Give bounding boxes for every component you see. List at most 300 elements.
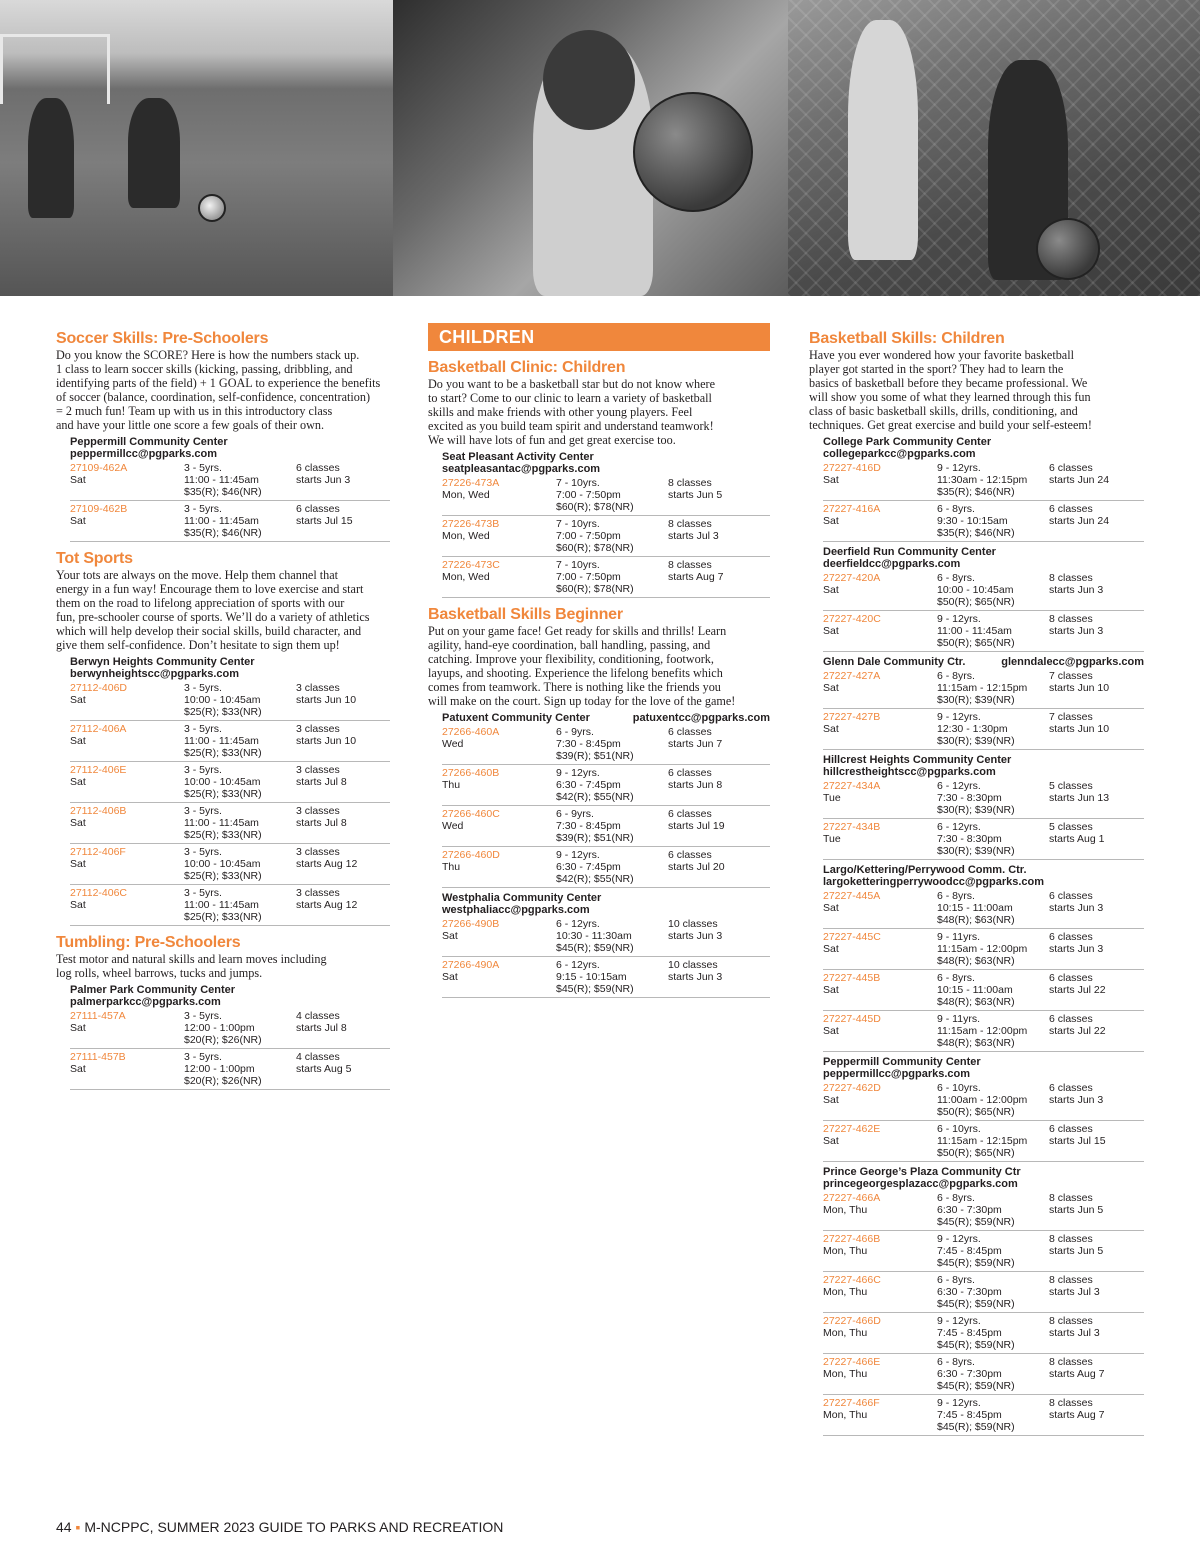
location-email[interactable]: peppermillcc@pgparks.com (70, 448, 218, 460)
entry-code-day (442, 518, 556, 554)
class-entry[interactable] (442, 767, 770, 806)
entry-class-count: 3 classes (296, 887, 340, 899)
entry-age: 9 - 12yrs. (556, 767, 600, 779)
activity-code[interactable]: 27112-406F (70, 846, 126, 858)
entry-age: 6 - 12yrs. (556, 918, 600, 930)
entry-age: 9 - 12yrs. (937, 1397, 981, 1409)
entry-days: Sat (823, 943, 839, 955)
activity-code[interactable]: 27109-462B (70, 503, 128, 515)
section-description (56, 568, 390, 652)
activity-code[interactable]: 27112-406C (70, 887, 128, 899)
class-entry[interactable] (823, 1013, 1144, 1052)
location-email[interactable]: collegeparkcc@pgparks.com (823, 448, 976, 460)
photo-soccer-kids (0, 0, 393, 296)
class-entry[interactable] (823, 1123, 1144, 1162)
location-header (823, 1166, 1144, 1190)
entry-classes-start (1049, 1397, 1144, 1433)
entry-code-day (442, 726, 556, 762)
activity-code[interactable]: 27112-406A (70, 723, 127, 735)
location-header (70, 656, 390, 680)
location-email[interactable]: patuxentcc@pgparks.com (632, 712, 770, 724)
activity-code[interactable]: 27227-466A (823, 1192, 881, 1204)
entry-class-count: 6 classes (296, 503, 340, 515)
description-line: Put on your game face! Get ready for skills and thrills! Learn (428, 624, 727, 638)
entry-days: Sat (823, 625, 839, 637)
entry-fee: $60(R); $78(NR) (556, 501, 634, 513)
class-entry[interactable] (70, 503, 390, 542)
activity-code[interactable]: 27112-406D (70, 682, 128, 694)
entry-classes-start (668, 726, 770, 762)
entry-age: 9 - 11yrs. (937, 931, 980, 943)
entry-class-count: 6 classes (1049, 462, 1093, 474)
entry-code-day (70, 503, 184, 539)
activity-code[interactable]: 27111-457B (70, 1051, 126, 1063)
description-line: give them self-confidence. Don’t hesitate to sign them up! (56, 638, 340, 652)
entry-class-count: 5 classes (1049, 821, 1093, 833)
class-entry[interactable] (442, 959, 770, 998)
entry-age: 6 - 8yrs. (937, 972, 975, 984)
entry-days: Sat (70, 817, 86, 829)
entry-days: Sat (70, 858, 86, 870)
entry-start-date: starts Aug 7 (1049, 1409, 1105, 1421)
entry-age: 6 - 10yrs. (937, 1082, 981, 1094)
entry-fee: $25(R); $33(NR) (184, 788, 262, 800)
entry-age: 7 - 10yrs. (556, 559, 600, 571)
activity-code[interactable]: 27111-457A (70, 1010, 126, 1022)
activity-code[interactable]: 27227-466E (823, 1356, 881, 1368)
location-email[interactable]: peppermillcc@pgparks.com (823, 1068, 971, 1080)
entry-days: Mon, Wed (442, 530, 490, 542)
entry-code-day (823, 503, 937, 539)
class-entry[interactable] (70, 682, 390, 721)
entry-days: Sat (823, 682, 839, 694)
entry-class-count: 3 classes (296, 805, 340, 817)
entry-start-date: starts Jul 15 (296, 515, 353, 527)
entry-classes-start (296, 682, 390, 718)
entry-fee: $42(R); $55(NR) (556, 791, 634, 803)
entry-time: 7:45 - 8:45pm (937, 1327, 1002, 1339)
description-line: We will have lots of fun and get great exercise too. (428, 433, 676, 447)
boy-figure (848, 20, 918, 260)
activity-code[interactable]: 27227-445B (823, 972, 881, 984)
entry-code-day (823, 572, 937, 608)
description-line: them on the road to lifelong appreciation of sports with our (56, 596, 345, 610)
class-entry[interactable] (823, 503, 1144, 542)
class-entry[interactable] (823, 972, 1144, 1011)
entry-classes-start (1049, 1274, 1144, 1310)
activity-code[interactable]: 27226-473A (442, 477, 500, 489)
entry-start-date: starts Jun 24 (1049, 515, 1110, 527)
description-line: fun, pre-schooler course of sports. We’ll do a variety of athletics (56, 610, 370, 624)
entry-code-day (823, 711, 937, 747)
activity-code[interactable]: 27112-406E (70, 764, 127, 776)
entry-start-date: starts Jul 15 (1049, 1135, 1106, 1147)
entry-fee: $20(R); $26(NR) (184, 1075, 262, 1087)
entry-code-day (823, 821, 937, 857)
entry-age-time-fee (937, 890, 1049, 926)
class-entry[interactable] (823, 1397, 1144, 1436)
activity-code[interactable]: 27227-416A (823, 503, 881, 515)
class-entry[interactable] (442, 518, 770, 557)
activity-code[interactable]: 27227-445A (823, 890, 881, 902)
entry-start-date: starts Aug 5 (296, 1063, 352, 1075)
activity-code[interactable]: 27227-427A (823, 670, 881, 682)
activity-code[interactable]: 27227-445C (823, 931, 881, 943)
entry-code-day (823, 613, 937, 649)
class-entry[interactable] (823, 780, 1144, 819)
class-entry[interactable] (70, 846, 390, 885)
entry-fee: $50(R); $65(NR) (937, 1106, 1015, 1118)
entry-code-day (70, 805, 184, 841)
activity-code[interactable]: 27227-416D (823, 462, 881, 474)
photo-girl-basketball (393, 0, 788, 296)
activity-code[interactable]: 27226-473C (442, 559, 500, 571)
entry-days: Sat (70, 474, 86, 486)
description-line: Do you want to be a basketball star but do not know where (428, 377, 716, 391)
entry-start-date: starts Aug 1 (1049, 833, 1105, 845)
entry-age-time-fee (937, 1123, 1049, 1159)
entry-age: 6 - 8yrs. (937, 572, 975, 584)
entry-fee: $50(R); $65(NR) (937, 637, 1015, 649)
class-entry[interactable] (442, 808, 770, 847)
entry-start-date: starts Jul 20 (668, 861, 725, 873)
location-header (823, 546, 1144, 570)
entry-age-time-fee (937, 1082, 1049, 1118)
basketball (1036, 218, 1100, 280)
class-entry[interactable] (442, 849, 770, 888)
entry-fee: $39(R); $51(NR) (556, 750, 634, 762)
entry-fee: $48(R); $63(NR) (937, 996, 1015, 1008)
photo-boys-basketball (788, 0, 1200, 296)
entry-days: Tue (823, 833, 841, 845)
activity-code[interactable]: 27227-445D (823, 1013, 881, 1025)
section-description (56, 952, 390, 980)
location-email[interactable]: westphaliacc@pgparks.com (442, 904, 590, 916)
entry-age-time-fee (937, 1233, 1049, 1269)
entry-age-time-fee (937, 1274, 1049, 1310)
entry-code-day (70, 887, 184, 923)
entry-start-date: starts Jun 3 (668, 971, 723, 983)
entry-time: 7:30 - 8:30pm (937, 833, 1002, 845)
entry-age-time-fee (937, 503, 1049, 539)
class-entry[interactable] (442, 477, 770, 516)
soccer-goal (0, 34, 110, 104)
class-entry[interactable] (823, 1192, 1144, 1231)
entry-classes-start (1049, 1356, 1144, 1392)
entry-code-day (70, 846, 184, 882)
entry-code-day (823, 1192, 937, 1228)
entry-class-count: 5 classes (1049, 780, 1093, 792)
basketball (633, 92, 753, 212)
entry-days: Sat (823, 984, 839, 996)
girl-head (543, 30, 635, 130)
section-description (428, 377, 770, 447)
page-footer (56, 1519, 503, 1535)
entry-time: 10:00 - 10:45am (184, 858, 261, 870)
location-email[interactable]: berwynheightscc@pgparks.com (70, 668, 240, 680)
entry-time: 7:00 - 7:50pm (556, 530, 621, 542)
soccer-ball (198, 194, 226, 222)
entry-fee: $39(R); $51(NR) (556, 832, 634, 844)
location-name: Peppermill Community Center (70, 436, 228, 448)
entry-fee: $60(R); $78(NR) (556, 583, 634, 595)
entry-code-day (823, 890, 937, 926)
entry-fee: $48(R); $63(NR) (937, 1037, 1015, 1049)
entry-start-date: starts Jun 3 (1049, 1094, 1104, 1106)
entry-age: 9 - 12yrs. (937, 1233, 981, 1245)
entry-days: Mon, Thu (823, 1204, 868, 1216)
class-entry[interactable] (70, 1010, 390, 1049)
description-line: of soccer (balance, coordination, self-confidence, concentration) (56, 390, 371, 404)
location-email[interactable]: seatpleasantac@pgparks.com (442, 463, 601, 475)
entry-code-day (823, 670, 937, 706)
entry-time: 11:00 - 11:45am (937, 625, 1012, 637)
location-email[interactable]: princegeorgesplazacc@pgparks.com (823, 1178, 1018, 1190)
entry-age-time-fee (184, 723, 296, 759)
entry-age-time-fee (184, 805, 296, 841)
entry-age: 3 - 5yrs. (184, 805, 222, 817)
location-email[interactable]: hillcrestheightscc@pgparks.com (823, 766, 996, 778)
entry-class-count: 3 classes (296, 846, 340, 858)
entry-days: Sat (823, 584, 839, 596)
entry-time: 11:15am - 12:00pm (937, 943, 1028, 955)
entry-time: 11:00 - 11:45am (184, 474, 259, 486)
location-name: Peppermill Community Center (823, 1056, 981, 1068)
class-entry[interactable] (442, 559, 770, 598)
entry-time: 7:00 - 7:50pm (556, 489, 621, 501)
class-entry[interactable] (823, 821, 1144, 860)
class-entry[interactable] (823, 1356, 1144, 1395)
activity-code[interactable]: 27227-434A (823, 780, 881, 792)
activity-code[interactable]: 27266-460A (442, 726, 500, 738)
section-title: Tumbling: Pre-Schoolers (56, 934, 241, 951)
description-line: Your tots are always on the move. Help them channel that (56, 568, 339, 582)
entry-fee: $45(R); $59(NR) (556, 983, 634, 995)
entry-start-date: starts Jul 22 (1049, 1025, 1106, 1037)
entry-classes-start (1049, 1123, 1144, 1159)
activity-code[interactable]: 27109-462A (70, 462, 128, 474)
class-entry[interactable] (70, 1051, 390, 1090)
entry-fee: $48(R); $63(NR) (937, 914, 1015, 926)
activity-code[interactable]: 27266-460C (442, 808, 500, 820)
entry-classes-start (1049, 890, 1144, 926)
entry-time: 12:00 - 1:00pm (184, 1022, 255, 1034)
activity-code[interactable]: 27227-462D (823, 1082, 881, 1094)
class-entry[interactable] (823, 1082, 1144, 1121)
activity-code[interactable]: 27266-460B (442, 767, 500, 779)
entry-class-count: 8 classes (668, 518, 712, 530)
class-entry[interactable] (823, 1315, 1144, 1354)
entry-classes-start (1049, 572, 1144, 608)
entry-days: Sat (70, 735, 86, 747)
entry-class-count: 6 classes (1049, 1123, 1093, 1135)
column-middle (428, 322, 770, 998)
description-line: techniques. Get great exercise and build your self-esteem! (809, 418, 1092, 432)
class-entry[interactable] (70, 764, 390, 803)
entry-age-time-fee (184, 682, 296, 718)
activity-code[interactable]: 27227-462E (823, 1123, 881, 1135)
entry-class-count: 3 classes (296, 764, 340, 776)
entry-class-count: 6 classes (1049, 1082, 1093, 1094)
activity-code[interactable]: 27227-420A (823, 572, 881, 584)
entry-fee: $50(R); $65(NR) (937, 596, 1015, 608)
entry-code-day (823, 462, 937, 498)
class-entry[interactable] (70, 723, 390, 762)
class-entry[interactable] (70, 805, 390, 844)
class-entry[interactable] (70, 462, 390, 501)
entry-age-time-fee (184, 764, 296, 800)
entry-class-count: 10 classes (668, 959, 718, 971)
class-entry[interactable] (442, 726, 770, 765)
entry-age: 6 - 8yrs. (937, 1356, 975, 1368)
entry-age: 7 - 10yrs. (556, 518, 600, 530)
class-entry[interactable] (823, 670, 1144, 709)
class-entry[interactable] (823, 462, 1144, 501)
entry-classes-start (296, 887, 390, 923)
location-email[interactable]: largoketteringperrywoodcc@pgparks.com (823, 876, 1045, 888)
entry-classes-start (1049, 1315, 1144, 1351)
entry-code-day (70, 1051, 184, 1087)
entry-age-time-fee (184, 503, 296, 539)
entry-age: 9 - 12yrs. (937, 613, 981, 625)
description-line: log rolls, wheel barrows, tucks and jumps. (56, 966, 263, 980)
entry-days: Mon, Thu (823, 1409, 868, 1421)
entry-fee: $25(R); $33(NR) (184, 706, 262, 718)
activity-code[interactable]: 27227-434B (823, 821, 881, 833)
location-header (823, 656, 1144, 668)
entry-code-day (70, 682, 184, 718)
entry-code-day (70, 1010, 184, 1046)
entry-start-date: starts Jun 8 (668, 779, 723, 791)
page-number: 44 (56, 1519, 72, 1535)
class-entry[interactable] (442, 918, 770, 957)
class-entry[interactable] (823, 572, 1144, 611)
activity-code[interactable]: 27227-466B (823, 1233, 881, 1245)
entry-days: Sat (70, 1063, 86, 1075)
entry-age-time-fee (184, 1051, 296, 1087)
entry-time: 6:30 - 7:45pm (556, 861, 621, 873)
entry-time: 11:00am - 12:00pm (937, 1094, 1028, 1106)
entry-class-count: 6 classes (668, 767, 712, 779)
activity-code[interactable]: 27266-460D (442, 849, 500, 861)
location-email[interactable]: glenndalecc@pgparks.com (1001, 656, 1144, 668)
entry-age-time-fee (556, 959, 668, 995)
description-line: player got started in the sport? They had to learn the (809, 362, 1064, 376)
entry-start-date: starts Jun 3 (296, 474, 351, 486)
activity-code[interactable]: 27266-490B (442, 918, 500, 930)
entry-age-time-fee (184, 1010, 296, 1046)
entry-code-day (823, 1397, 937, 1433)
footer-separator: ▪ (75, 1519, 81, 1535)
description-line: Have you ever wondered how your favorite basketball (809, 348, 1074, 362)
section-band-children: CHILDREN (428, 323, 770, 351)
location-name: Seat Pleasant Activity Center (442, 451, 594, 463)
class-entry[interactable] (823, 890, 1144, 929)
class-entry[interactable] (823, 613, 1144, 652)
class-entry[interactable] (823, 931, 1144, 970)
entry-code-day (442, 767, 556, 803)
entry-class-count: 8 classes (1049, 1315, 1093, 1327)
entry-time: 10:30 - 11:30am (556, 930, 632, 942)
description-line: will show you some of what they learned through this fun (809, 390, 1091, 404)
entry-classes-start (1049, 711, 1144, 747)
activity-code[interactable]: 27112-406B (70, 805, 127, 817)
entry-age-time-fee (937, 972, 1049, 1008)
entry-class-count: 6 classes (1049, 931, 1093, 943)
entry-class-count: 8 classes (1049, 613, 1093, 625)
entry-classes-start (296, 723, 390, 759)
location-email[interactable]: deerfieldcc@pgparks.com (823, 558, 961, 570)
entry-start-date: starts Jul 8 (296, 1022, 347, 1034)
class-entry[interactable] (70, 887, 390, 926)
activity-code[interactable]: 27266-490A (442, 959, 500, 971)
entry-class-count: 4 classes (296, 1010, 340, 1022)
entry-age-time-fee (937, 1356, 1049, 1392)
entry-days: Sat (823, 515, 839, 527)
entry-time: 6:30 - 7:30pm (937, 1368, 1002, 1380)
entry-age-time-fee (937, 572, 1049, 608)
entry-class-count: 3 classes (296, 723, 340, 735)
description-line: which will help develop their social skills, build character, and (56, 624, 362, 638)
entry-days: Sat (442, 971, 458, 983)
activity-code[interactable]: 27227-420C (823, 613, 881, 625)
entry-class-count: 8 classes (1049, 1397, 1093, 1409)
activity-code[interactable]: 27227-466F (823, 1397, 880, 1409)
section-description (809, 348, 1144, 432)
entry-code-day (823, 931, 937, 967)
entry-start-date: starts Jun 5 (668, 489, 723, 501)
entry-start-date: starts Jul 8 (296, 817, 347, 829)
location-header (442, 892, 770, 916)
entry-start-date: starts Jun 5 (1049, 1204, 1104, 1216)
entry-days: Mon, Thu (823, 1245, 868, 1257)
location-email[interactable]: palmerparkcc@pgparks.com (70, 996, 221, 1008)
entry-code-day (823, 1082, 937, 1118)
entry-days: Sat (70, 694, 86, 706)
entry-age-time-fee (556, 918, 668, 954)
entry-fee: $25(R); $33(NR) (184, 870, 262, 882)
activity-code[interactable]: 27227-466D (823, 1315, 881, 1327)
entry-classes-start (1049, 462, 1144, 498)
section-title: Tot Sports (56, 550, 133, 567)
class-entry[interactable] (823, 711, 1144, 750)
entry-age-time-fee (556, 559, 668, 595)
activity-code[interactable]: 27226-473B (442, 518, 500, 530)
entry-class-count: 8 classes (1049, 1274, 1093, 1286)
entry-fee: $45(R); $59(NR) (937, 1339, 1015, 1351)
entry-start-date: starts Jun 10 (296, 735, 357, 747)
entry-age-time-fee (937, 1315, 1049, 1351)
class-entry[interactable] (823, 1274, 1144, 1313)
location-header (823, 754, 1144, 778)
entry-start-date: starts Aug 12 (296, 899, 358, 911)
section-title: Basketball Skills Beginner (428, 606, 623, 623)
activity-code[interactable]: 27227-466C (823, 1274, 881, 1286)
entry-classes-start (668, 477, 770, 513)
entry-classes-start (668, 849, 770, 885)
entry-code-day (442, 477, 556, 513)
entry-age: 6 - 9yrs. (556, 726, 594, 738)
entry-days: Mon, Wed (442, 571, 490, 583)
class-entry[interactable] (823, 1233, 1144, 1272)
entry-days: Sat (70, 776, 86, 788)
entry-code-day (823, 1274, 937, 1310)
photo-strip (0, 0, 1200, 296)
activity-code[interactable]: 27227-427B (823, 711, 881, 723)
entry-age: 3 - 5yrs. (184, 682, 222, 694)
entry-class-count: 6 classes (296, 462, 340, 474)
entry-time: 10:00 - 10:45am (184, 694, 261, 706)
